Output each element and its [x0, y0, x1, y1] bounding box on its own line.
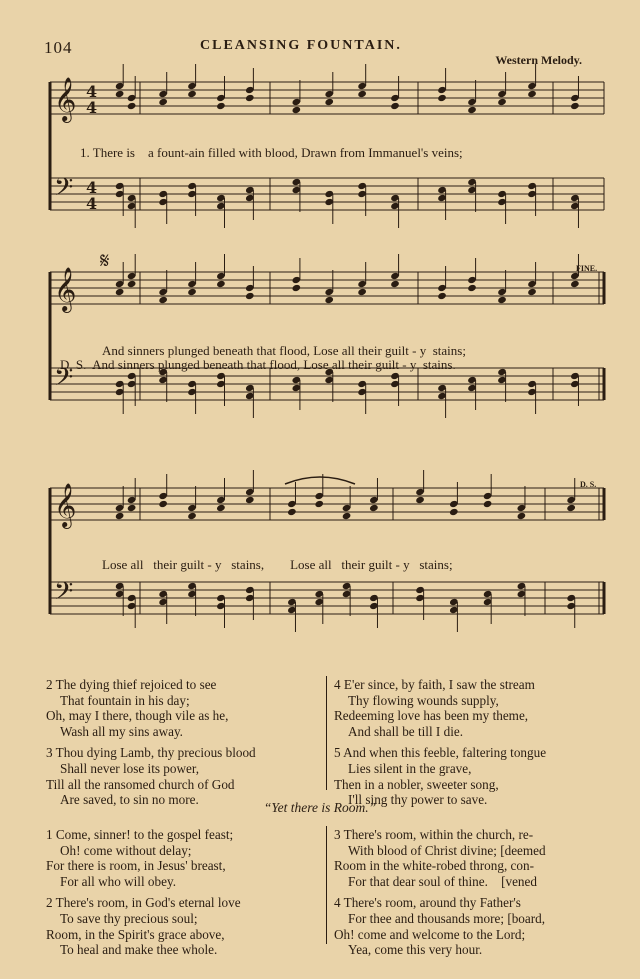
stanza — [334, 827, 546, 889]
verse-line: Lies silent in the grave, — [348, 760, 472, 776]
note-head — [390, 280, 400, 288]
note-head — [115, 90, 125, 98]
note-head — [437, 292, 447, 300]
ds-mark: D. S. — [580, 480, 597, 489]
verse-line: For that dear soul of thine. [vened — [348, 873, 537, 889]
stanza — [46, 827, 241, 889]
note-head — [449, 508, 459, 516]
note-head — [187, 90, 197, 98]
note-head — [357, 288, 367, 296]
note-head — [292, 284, 302, 292]
verse-line: Then in a nobler, sweeter song, — [334, 776, 499, 792]
stanza — [334, 895, 546, 957]
verse-line: That fountain in his day; — [60, 692, 190, 708]
verse-line: Oh, may I there, though vile as he, — [46, 708, 229, 724]
lyric-line-2a: And sinners plunged beneath that flood, Lose all their guilt - y stains; — [102, 343, 466, 358]
stanza — [46, 895, 241, 957]
note-head — [437, 94, 447, 102]
note-head — [287, 508, 297, 516]
verse-line: Oh! come and welcome to the Lord; — [334, 926, 526, 942]
verse-line: For there is room, in Jesus' breast, — [46, 858, 226, 874]
verse-line: For all who will obey. — [60, 873, 176, 889]
note-head — [497, 296, 507, 304]
hymn2-left-column — [46, 827, 241, 964]
lyric-line-3: Lose all their guilt - y stains, Lose all their guilt - y stains; — [102, 557, 453, 572]
note-head — [158, 500, 168, 508]
note-head — [357, 90, 367, 98]
stanza — [334, 745, 546, 807]
fine-mark: FINE. — [576, 264, 598, 273]
note-head — [187, 512, 197, 520]
note-head — [127, 102, 137, 110]
note-head — [570, 102, 580, 110]
note-head — [483, 500, 493, 508]
note-head — [570, 280, 580, 288]
tune-name: Western Melody. — [495, 53, 582, 67]
lyric-line-2b: D. S. And sinners plunged beneath that flood, Lose all their guilt - y stains. — [60, 357, 456, 372]
note-head — [517, 512, 527, 520]
verse-line: 4 E'er since, by faith, I saw the stream — [334, 677, 535, 692]
hymn2-title: “Yet there is Room.” — [263, 800, 377, 815]
verse-line: To save thy precious soul; — [60, 910, 198, 926]
verse-line: For thee and thousands more; [board, — [348, 910, 546, 926]
verse-line: Room in the white-robed throng, con- — [334, 858, 534, 874]
note-head — [216, 102, 226, 110]
bass-clef: 𝄢 — [54, 577, 74, 612]
verse-line: 4 There's room, around thy Father's — [334, 895, 521, 911]
verse-line: 2 There's room, in God's eternal love — [46, 895, 241, 911]
note-head — [245, 292, 255, 300]
note-head — [527, 288, 537, 296]
hymn1-right-column — [334, 677, 546, 814]
stanza — [46, 677, 256, 739]
note-head — [216, 280, 226, 288]
verse-line: With blood of Christ divine; [deemed — [348, 842, 546, 858]
note-head — [390, 102, 400, 110]
note-head — [127, 504, 137, 512]
note-head — [324, 296, 334, 304]
treble-clef: 𝄞 — [54, 267, 77, 311]
note-head — [127, 280, 137, 288]
verse-line: And shall be till I die. — [348, 723, 464, 739]
verse-line: Oh! come without delay; — [60, 842, 192, 858]
note-head — [324, 98, 334, 106]
note-head — [187, 288, 197, 296]
note-head — [467, 284, 477, 292]
column-divider-2 — [326, 826, 327, 944]
verse-line: Redeeming love has been my theme, — [334, 708, 529, 724]
bass-clef: 𝄢 — [54, 363, 74, 398]
verse-line: 3 Thou dying Lamb, thy precious blood — [46, 745, 256, 761]
note-head — [245, 94, 255, 102]
lyric-line-1: 1. There is a fount-ain filled with blood, Drawn from Immanuel's veins; — [80, 145, 463, 160]
note-head — [566, 504, 576, 512]
page-number: 104 — [44, 38, 73, 57]
time-signature-bottom: 4 — [86, 98, 98, 117]
note-head — [467, 106, 477, 114]
verse-line: 3 There's room, within the church, re- — [334, 827, 534, 842]
hymn1-left-column — [46, 677, 256, 814]
verse-line: I'll sing thy power to save. — [348, 792, 488, 808]
note-head — [527, 90, 537, 98]
page-header — [0, 38, 640, 67]
note-head — [245, 496, 255, 504]
verse-line: Room, in the Spirit's grace above, — [46, 926, 225, 942]
verse-line: 2 The dying thief rejoiced to see — [46, 677, 217, 692]
time-signature-top: 4 — [86, 178, 98, 197]
note-head — [216, 504, 226, 512]
note-head — [369, 504, 379, 512]
treble-clef: 𝄞 — [54, 77, 77, 121]
hymn-title: CLEANSING FOUNTAIN. — [200, 38, 402, 53]
note-head — [497, 98, 507, 106]
verse-line: Till all the ransomed church of God — [46, 776, 235, 792]
column-divider-1 — [326, 676, 327, 790]
note-head — [415, 496, 425, 504]
note-head — [314, 500, 324, 508]
verse-line: Wash all my sins away. — [60, 723, 183, 739]
note-head — [158, 98, 168, 106]
verse-line: Thy flowing wounds supply, — [348, 692, 499, 708]
stanza — [46, 745, 256, 807]
time-signature-bottom: 4 — [86, 194, 98, 213]
note-head — [115, 288, 125, 296]
note-head — [292, 106, 302, 114]
time-signature-top: 4 — [86, 82, 98, 101]
segno-sign: 𝄋 — [100, 249, 110, 274]
verse-line: Shall never lose its power, — [60, 760, 200, 776]
treble-clef: 𝄞 — [54, 483, 77, 527]
note-head — [342, 512, 352, 520]
note-head — [158, 296, 168, 304]
verse-line: To heal and make thee whole. — [60, 942, 218, 958]
stanza — [334, 677, 546, 739]
verse-line: Yea, come this very hour. — [348, 942, 483, 958]
hymn2-right-column — [334, 827, 546, 964]
verse-line: 1 Come, sinner! to the gospel feast; — [46, 827, 234, 842]
note-head — [115, 512, 125, 520]
bass-clef: 𝄢 — [54, 173, 74, 208]
verse-line: Are saved, to sin no more. — [60, 792, 199, 808]
verse-line: 5 And when this feeble, faltering tongue — [334, 745, 547, 761]
